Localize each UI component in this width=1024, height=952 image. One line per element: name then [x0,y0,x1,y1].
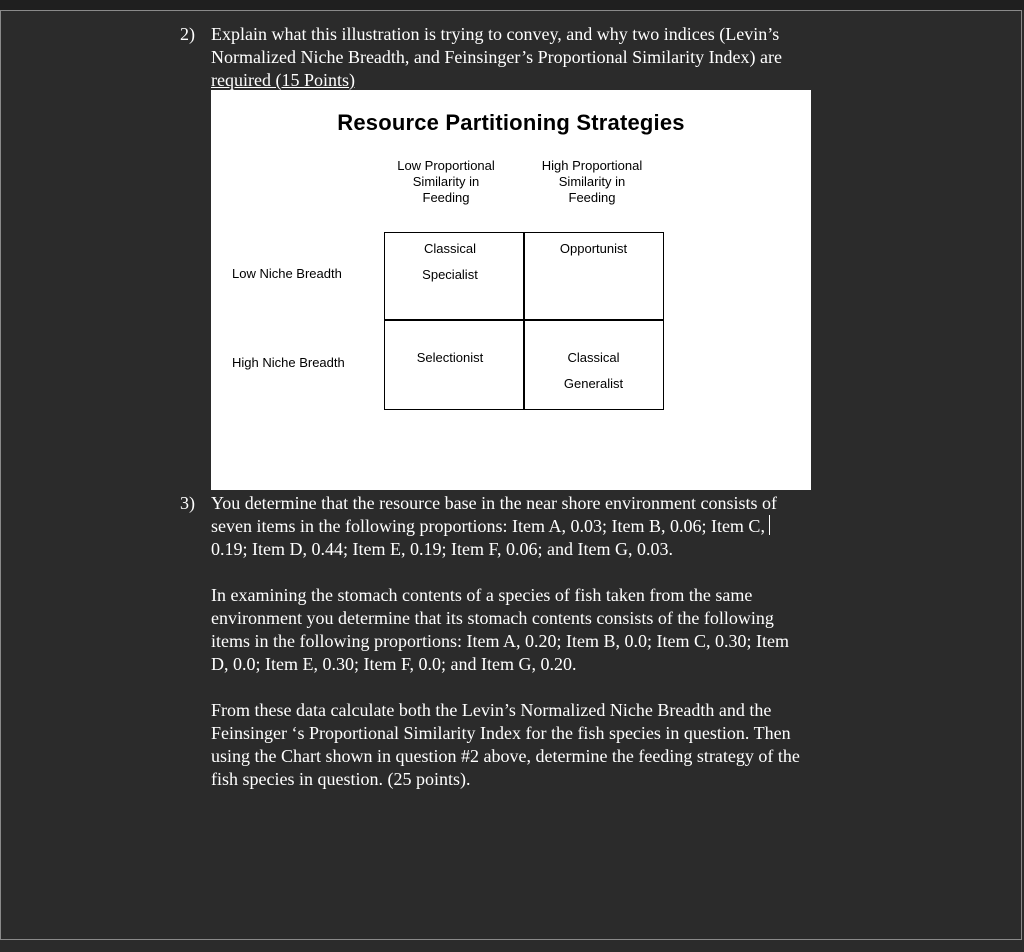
column-header-high-similarity [522,158,662,206]
paragraph-line: You determine that the resource base in the near shore environment consists of [211,493,778,513]
paragraph-line: seven items in the following proportions: Item A, 0.03; Item B, 0.06; Item C, [211,516,765,536]
cell-line: Classical [567,350,620,365]
text-cursor [769,515,770,535]
question-3-number: 3) [180,493,195,513]
resource-partitioning-figure [211,90,811,490]
row-header-high-niche-breadth: High Niche Breadth [232,355,345,370]
paragraph-line: In examining the stomach contents of a species of fish taken from the same [211,585,753,605]
top-bar [0,0,1024,10]
paragraph-line: items in the following proportions: Item A, 0.20; Item B, 0.0; Item C, 0.30; Item [211,631,789,651]
question-2-number: 2) [180,24,195,44]
figure-title: Resource Partitioning Strategies [337,110,685,135]
column-header-line: Feeding [422,190,470,205]
paragraph-line: From these data calculate both the Levin’s Normalized Niche Breadth and the [211,700,772,720]
paragraph-line: using the Chart shown in question #2 above, determine the feeding strategy of the [211,746,800,766]
question-3-paragraph-1 [211,492,871,561]
column-header-low-similarity [376,158,516,206]
cell-line: Classical [423,241,476,256]
column-header-line: High Proportional [541,158,643,173]
question-3-paragraph-3 [211,699,871,791]
cell-classical-specialist [385,236,515,288]
paragraph-line: Feinsinger ‘s Proportional Similarity Index for the fish species in question. Then [211,723,791,743]
paragraph-line: environment you determine that its stomach contents consists of the following [211,608,774,628]
strategy-grid [384,232,664,410]
paragraph-line: fish species in question. (25 points). [211,769,471,789]
paragraph-line-with-caret [211,515,871,538]
paragraph-line: 0.19; Item D, 0.44; Item E, 0.19; Item F, 0.06; and Item G, 0.03. [211,539,673,559]
question-2-line: Normalized Niche Breadth, and Feinsinger’s Proportional Similarity Index) are [211,47,783,67]
question-2-line: Explain what this illustration is trying to convey, and why two indices (Levin’s [211,24,780,44]
cell-selectionist: Selectionist [416,350,484,365]
row-header-low-niche-breadth: Low Niche Breadth [232,266,342,281]
column-header-line: Feeding [568,190,616,205]
cell-classical-generalist [524,345,663,397]
column-header-line: Similarity in [412,174,480,189]
question-2-text [211,23,871,92]
paragraph-line: D, 0.0; Item E, 0.30; Item F, 0.0; and Item G, 0.20. [211,654,577,674]
question-2-line: required (15 Points) [211,70,355,90]
cell-line: Specialist [422,267,478,282]
grid-divider-horizontal [385,319,663,321]
cell-line: Generalist [563,376,624,391]
question-3-paragraph-2 [211,584,871,676]
cell-opportunist: Opportunist [559,241,628,256]
column-header-line: Low Proportional [397,158,495,173]
column-header-line: Similarity in [558,174,626,189]
